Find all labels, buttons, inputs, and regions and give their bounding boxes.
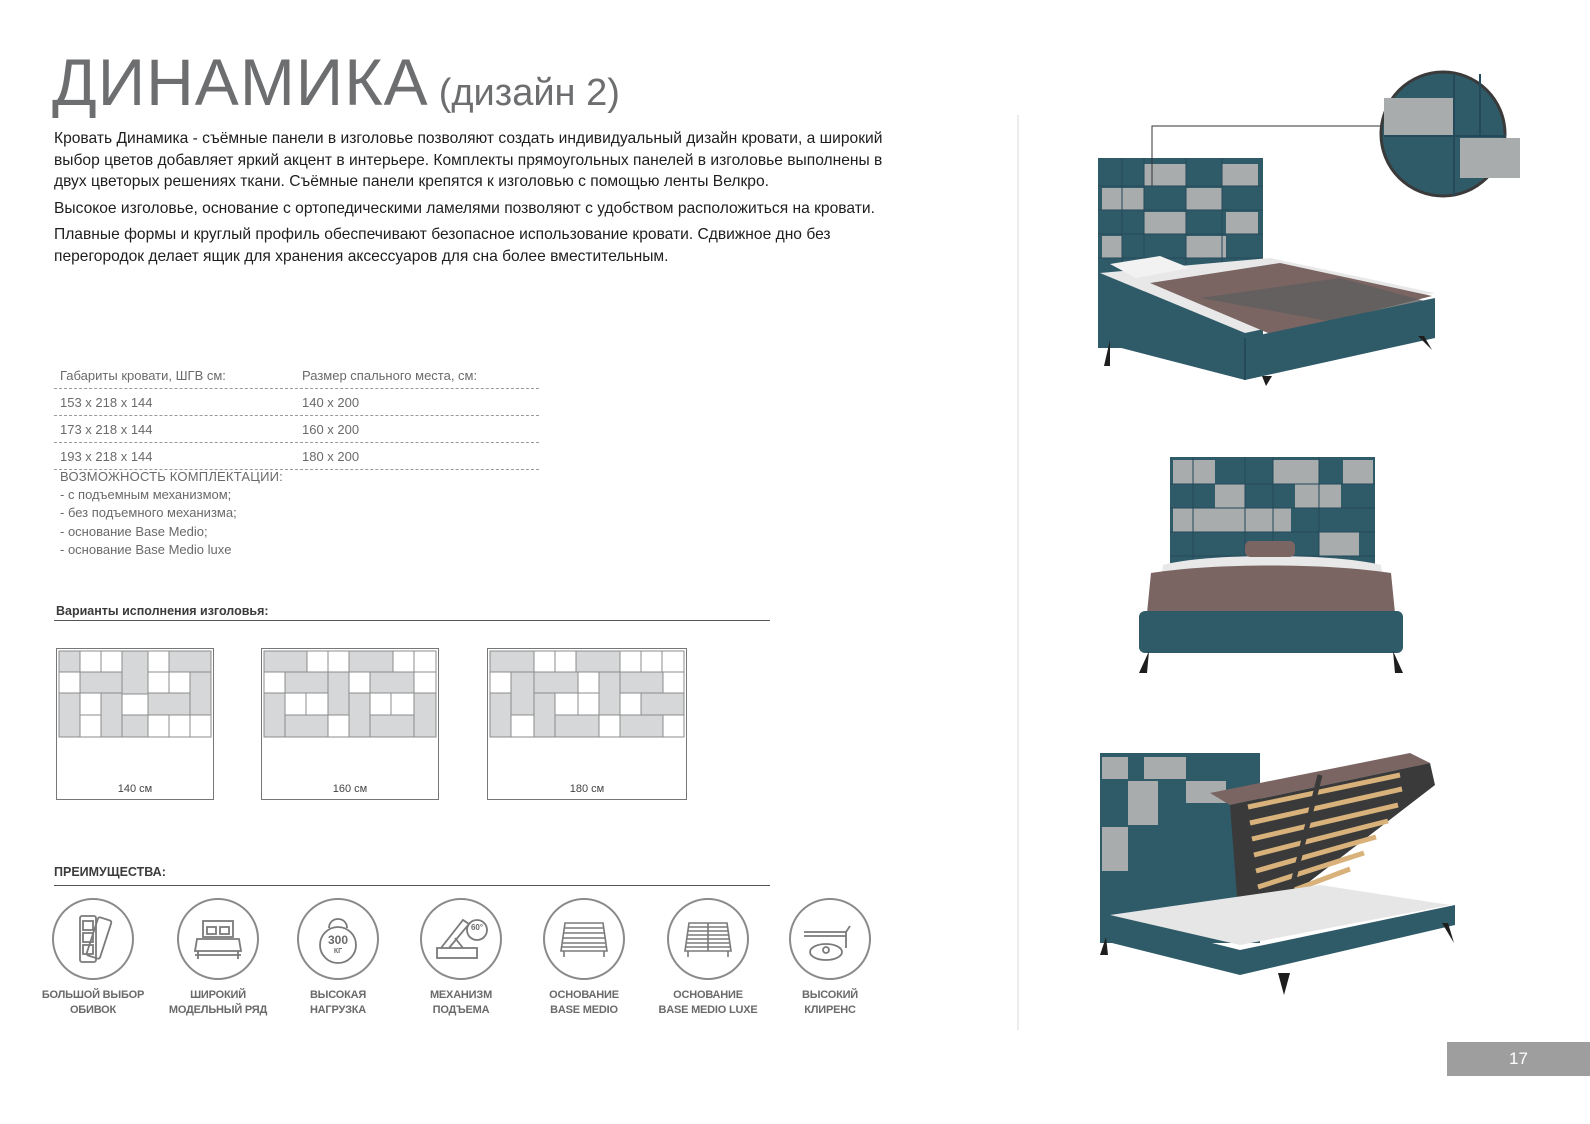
advantage-caption-line1: ВЫСОКАЯ — [309, 989, 367, 1001]
sizes-table — [54, 362, 539, 470]
sleeping-area-cell: 140 x 200 — [302, 394, 360, 410]
list-item: - основание Base Medio luxe — [60, 541, 232, 557]
advantage-caption-line2: КЛИРЕНС — [804, 1004, 856, 1016]
slatted-base-icon — [557, 917, 611, 961]
page-title — [52, 44, 620, 120]
weight-unit: КГ — [333, 948, 343, 955]
advantage-load — [278, 898, 398, 1018]
advantage-caption-line2: BASE MEDIO LUXE — [658, 1004, 758, 1016]
advantage-caption-line1: ОСНОВАНИЕ — [673, 989, 743, 1001]
bed-photo-lift-mechanism — [1080, 745, 1480, 1000]
advantage-circle — [420, 898, 502, 980]
advantage-base-medio-luxe — [648, 898, 768, 1018]
advantage-circle — [52, 898, 134, 980]
description-paragraph: Высокое изголовье, основание с ортопедическими ламелями позволяют с удобством расположиться на кровати. — [54, 199, 875, 217]
bed-photo-front — [1125, 445, 1415, 680]
robot-vacuum-icon — [802, 914, 858, 964]
options-heading: ВОЗМОЖНОСТЬ КОМПЛЕКТАЦИИ: — [60, 469, 283, 484]
description-paragraph: Плавные формы и круглый профиль обеспечивают безопасное использование кровати. Сдвижное дно без перегородок делает ящик для хранения аксессуаров для сна более вместительным. — [54, 226, 831, 265]
slatted-base-luxe-icon — [681, 917, 735, 961]
kettlebell-icon — [313, 912, 363, 966]
headboard-scheme-180 — [488, 649, 686, 799]
table-row — [54, 389, 539, 416]
advantages-heading: ПРЕИМУЩЕСТВА: — [54, 865, 166, 879]
sizes-header-row — [54, 362, 539, 389]
headboard-scheme-160 — [262, 649, 438, 799]
page-number: 17 — [1447, 1042, 1590, 1076]
headboard-variant-140 — [56, 648, 214, 800]
list-item: - основание Base Medio; — [60, 523, 208, 539]
sizes-header-sleeping-area: Размер спального места, см: — [302, 367, 478, 383]
advantage-caption-line2: МОДЕЛЬНЫЙ РЯД — [168, 1004, 268, 1016]
advantage-caption-line1: МЕХАНИЗМ — [429, 989, 493, 1001]
variants-divider — [54, 620, 770, 621]
advantage-lift — [401, 898, 521, 1018]
lift-mechanism-icon — [433, 914, 489, 964]
variant-label: 140 см — [117, 783, 153, 795]
table-row — [54, 416, 539, 443]
advantage-caption-line1: ВЫСОКИЙ — [801, 989, 859, 1001]
advantage-caption-line2: НАГРУЗКА — [309, 1004, 367, 1016]
table-row — [54, 443, 539, 470]
dimensions-cell: 193 x 218 x 144 — [60, 448, 153, 464]
advantage-upholstery — [33, 898, 153, 1018]
configuration-options — [60, 468, 283, 559]
swatches-icon — [68, 912, 118, 966]
advantage-model-range — [158, 898, 278, 1018]
advantage-caption-line1: БОЛЬШОЙ ВЫБОР — [41, 989, 145, 1001]
advantage-circle — [667, 898, 749, 980]
dimensions-cell: 173 x 218 x 144 — [60, 421, 153, 437]
advantage-circle — [543, 898, 625, 980]
sleeping-area-cell: 180 x 200 — [302, 448, 360, 464]
headboard-variant-160 — [261, 648, 439, 800]
bed-icon — [191, 917, 245, 961]
sleeping-area-cell: 160 x 200 — [302, 421, 360, 437]
advantage-circle — [789, 898, 871, 980]
column-divider — [1017, 115, 1019, 1030]
list-item: - с подъемным механизмом; — [60, 487, 232, 503]
variants-heading: Варианты исполнения изголовья: — [56, 604, 269, 618]
description-paragraph: Кровать Динамика - съёмные панели в изголовье позволяют создать индивидуальный дизайн кровати, а широкий выбор цветов добавляет яркий акцент в интерьере. Комплекты прямоугольных панелей в изголовье выполнены в двух цветорых решениях ткани. Съёмные панели крепятся к изголовью с помощью ленты Велкро. — [54, 130, 883, 190]
headboard-variant-180 — [487, 648, 687, 800]
title-sub: (дизайн 2) — [438, 72, 620, 114]
title-main: ДИНАМИКА — [52, 45, 429, 119]
advantage-circle — [297, 898, 379, 980]
variant-label: 160 см — [332, 783, 368, 795]
sizes-header-dimensions: Габариты кровати, ШГВ см: — [60, 367, 226, 383]
advantage-caption-line2: ПОДЪЕМА — [432, 1004, 490, 1016]
advantage-caption-line2: BASE MEDIO — [550, 1004, 618, 1016]
product-description — [54, 128, 904, 272]
advantage-caption-line2: ОБИВОК — [69, 1004, 117, 1016]
advantage-base-medio — [524, 898, 644, 1018]
advantage-caption-line1: ОСНОВАНИЕ — [549, 989, 619, 1001]
advantage-circle — [177, 898, 259, 980]
variant-label: 180 см — [569, 783, 605, 795]
weight-value: 300 — [327, 933, 349, 947]
advantage-clearance — [770, 898, 890, 1018]
dimensions-cell: 153 x 218 x 144 — [60, 394, 153, 410]
headboard-scheme-140 — [57, 649, 213, 799]
advantage-caption-line1: ШИРОКИЙ — [190, 989, 246, 1001]
lift-angle: 60° — [470, 923, 484, 932]
advantages-divider — [54, 885, 770, 886]
list-item: - без подъемного механизма; — [60, 505, 237, 521]
bed-photo-perspective — [1040, 68, 1520, 398]
